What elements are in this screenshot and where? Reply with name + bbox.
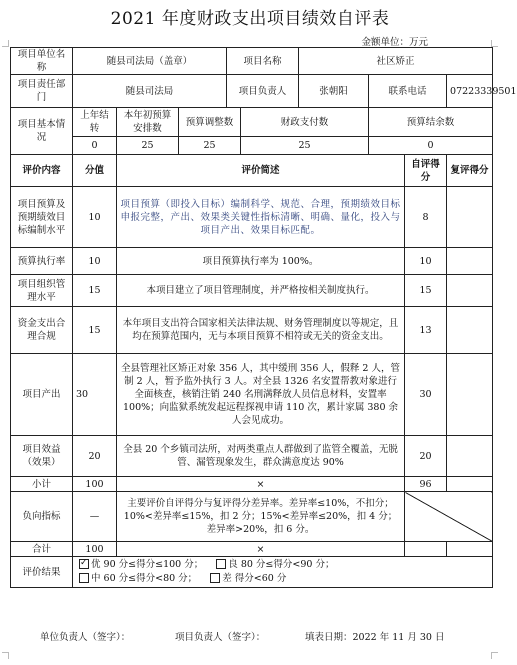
table-row bbox=[11, 307, 493, 354]
row-name: 项目效益（效果） bbox=[11, 436, 73, 477]
unit-name-value: 随县司法局（盖章） bbox=[73, 48, 227, 75]
basic-info-value-row bbox=[11, 137, 493, 155]
negative-diagonal-cell bbox=[405, 492, 493, 542]
grade-checkbox-excellent[interactable] bbox=[79, 559, 89, 569]
result-row bbox=[11, 557, 493, 588]
info-row-unit bbox=[11, 48, 493, 75]
basic-info-label: 项目基本情况 bbox=[11, 108, 73, 155]
grade-range: 得分<60 分 bbox=[234, 573, 287, 584]
unit-head-signature: 单位负责人（签字）： bbox=[40, 632, 131, 643]
page-corner-marker bbox=[491, 652, 498, 659]
grade-range: 80 分≤得分<90 分； bbox=[240, 559, 335, 570]
row-desc: 项目预算执行率为 100%。 bbox=[117, 248, 405, 275]
row-score: 30 bbox=[73, 354, 117, 436]
row-name: 项目产出 bbox=[11, 354, 73, 436]
grade-label: 差 bbox=[222, 573, 232, 584]
row-self-score: 13 bbox=[405, 307, 447, 354]
row-self-score: 8 bbox=[405, 187, 447, 248]
row-review-score bbox=[447, 248, 493, 275]
grade-range: 90 分≤得分≤100 分； bbox=[103, 559, 204, 570]
row-self-score: 10 bbox=[405, 248, 447, 275]
grade-label: 良 bbox=[228, 559, 238, 570]
row-desc: 全县 20 个乡镇司法所，对两类重点人群做到了监管全覆盖，无脱管、漏管现象发生，群众满意度达 90% bbox=[117, 436, 405, 477]
total-desc: × bbox=[117, 542, 405, 557]
row-self-score: 15 bbox=[405, 275, 447, 307]
basic-header: 预算调整数 bbox=[179, 108, 241, 137]
eval-content-header: 评价内容 bbox=[11, 155, 73, 187]
fill-date: 填表日期：2022 年 11 月 30 日 bbox=[305, 632, 445, 643]
evaluation-table bbox=[10, 47, 517, 588]
negative-label: 负向指标 bbox=[11, 492, 73, 542]
row-score: 10 bbox=[73, 187, 117, 248]
subtotal-label: 小计 bbox=[11, 477, 73, 492]
eval-header-row bbox=[11, 155, 493, 187]
grade-checkbox-good[interactable] bbox=[216, 559, 226, 569]
grade-checkbox-poor[interactable] bbox=[210, 573, 220, 583]
row-desc: 全县管理社区矫正对象 356 人，其中缓刑 356 人，假释 2 人，管制 2 人，暂予监外执行 3 人。对全县 1326 名安置帮教对象进行全面核查，核销注销 240 名刑满释放人员信息材料，安置率 100%；向监狱系统发起远程探视申请 110 次，累计家属 380 余人会见成功。 bbox=[117, 354, 405, 436]
total-row bbox=[11, 542, 493, 557]
info-row-dept bbox=[11, 75, 493, 108]
row-name: 项目组织管理水平 bbox=[11, 275, 73, 307]
basic-value: 0 bbox=[73, 137, 117, 155]
row-review-score bbox=[447, 436, 493, 477]
table-row bbox=[11, 436, 493, 477]
eval-review-header: 复评得分 bbox=[447, 155, 493, 187]
row-name: 资金支出合理合规 bbox=[11, 307, 73, 354]
basic-value: 25 bbox=[117, 137, 179, 155]
eval-score-header: 分值 bbox=[73, 155, 117, 187]
subtotal-score: 100 bbox=[73, 477, 117, 492]
table-row bbox=[11, 354, 493, 436]
table-row bbox=[11, 275, 493, 307]
result-line bbox=[77, 558, 488, 572]
currency-unit: 金额单位：万元 bbox=[361, 37, 428, 48]
grade-label: 中 bbox=[91, 573, 101, 584]
project-name-label: 项目名称 bbox=[227, 48, 299, 75]
row-review-score bbox=[447, 187, 493, 248]
result-line bbox=[77, 572, 488, 586]
project-head-signature: 项目负责人（签字）： bbox=[175, 632, 266, 643]
page-corner-marker bbox=[491, 40, 498, 47]
phone-value: 07223339501 bbox=[447, 75, 493, 108]
row-review-score bbox=[447, 275, 493, 307]
project-name-value: 社区矫正 bbox=[299, 48, 493, 75]
result-label: 评价结果 bbox=[11, 557, 73, 588]
phone-label: 联系电话 bbox=[369, 75, 447, 108]
page-title: 2021 年度财政支出项目绩效自评表 bbox=[110, 9, 390, 29]
eval-desc-header: 评价简述 bbox=[117, 155, 405, 187]
negative-desc: 主要评价自评得分与复评得分差异率。差异率≤10%，不扣分；10%<差异率≤15%，扣 2 分；15%<差异率≤20%，扣 4 分；差异率>20%，扣 6 分。 bbox=[117, 492, 405, 542]
row-name: 项目预算及预期绩效目标编制水平 bbox=[11, 187, 73, 248]
basic-value: 25 bbox=[241, 137, 369, 155]
row-score: 15 bbox=[73, 275, 117, 307]
row-desc: 本项目建立了项目管理制度，并严格按相关制度执行。 bbox=[117, 275, 405, 307]
row-self-score: 20 bbox=[405, 436, 447, 477]
table-row bbox=[11, 248, 493, 275]
result-options bbox=[73, 557, 493, 588]
row-name: 预算执行率 bbox=[11, 248, 73, 275]
total-review-score bbox=[447, 542, 493, 557]
basic-info-header-row bbox=[11, 108, 493, 137]
row-review-score bbox=[447, 307, 493, 354]
basic-header: 预算结余数 bbox=[369, 108, 493, 137]
subtotal-self-score: 96 bbox=[405, 477, 447, 492]
dept-label: 项目责任部门 bbox=[11, 75, 73, 108]
subtotal-row bbox=[11, 477, 493, 492]
row-desc: 本年项目支出符合国家相关法律法规、财务管理制度以等规定，且均在预算范围内，无与本项目预算不相符或无关的资金支出。 bbox=[117, 307, 405, 354]
leader-label: 项目负责人 bbox=[227, 75, 299, 108]
grade-label: 优 bbox=[91, 559, 101, 570]
row-self-score: 30 bbox=[405, 354, 447, 436]
subtotal-desc: × bbox=[117, 477, 405, 492]
basic-value: 0 bbox=[369, 137, 493, 155]
table-row bbox=[11, 187, 493, 248]
row-desc: 项目预算（即投入目标）编制科学、规范、合理，预期绩效目标申报完整，产出、效果类关键性指标清晰、明确、量化，投入与项目产出、效果目标匹配。 bbox=[117, 187, 405, 248]
negative-indicator-row bbox=[11, 492, 493, 542]
total-score: 100 bbox=[73, 542, 117, 557]
basic-header: 本年初预算安排数 bbox=[117, 108, 179, 137]
grade-range: 60 分≤得分<80 分； bbox=[103, 573, 198, 584]
row-score: 10 bbox=[73, 248, 117, 275]
total-label: 合计 bbox=[11, 542, 73, 557]
row-score: 20 bbox=[73, 436, 117, 477]
subtotal-review-score bbox=[447, 477, 493, 492]
page-corner-marker bbox=[2, 652, 9, 659]
row-review-score bbox=[447, 354, 493, 436]
unit-name-label: 项目单位名称 bbox=[11, 48, 73, 75]
basic-header: 上年结转 bbox=[73, 108, 117, 137]
row-score: 15 bbox=[73, 307, 117, 354]
grade-checkbox-medium[interactable] bbox=[79, 573, 89, 583]
page-corner-marker bbox=[2, 40, 9, 47]
leader-value: 张朝阳 bbox=[299, 75, 369, 108]
basic-value: 25 bbox=[179, 137, 241, 155]
negative-score: — bbox=[73, 492, 117, 542]
eval-self-header: 自评得分 bbox=[405, 155, 447, 187]
dept-value: 随县司法局 bbox=[73, 75, 227, 108]
basic-header: 财政支付数 bbox=[241, 108, 369, 137]
total-self-score bbox=[405, 542, 447, 557]
